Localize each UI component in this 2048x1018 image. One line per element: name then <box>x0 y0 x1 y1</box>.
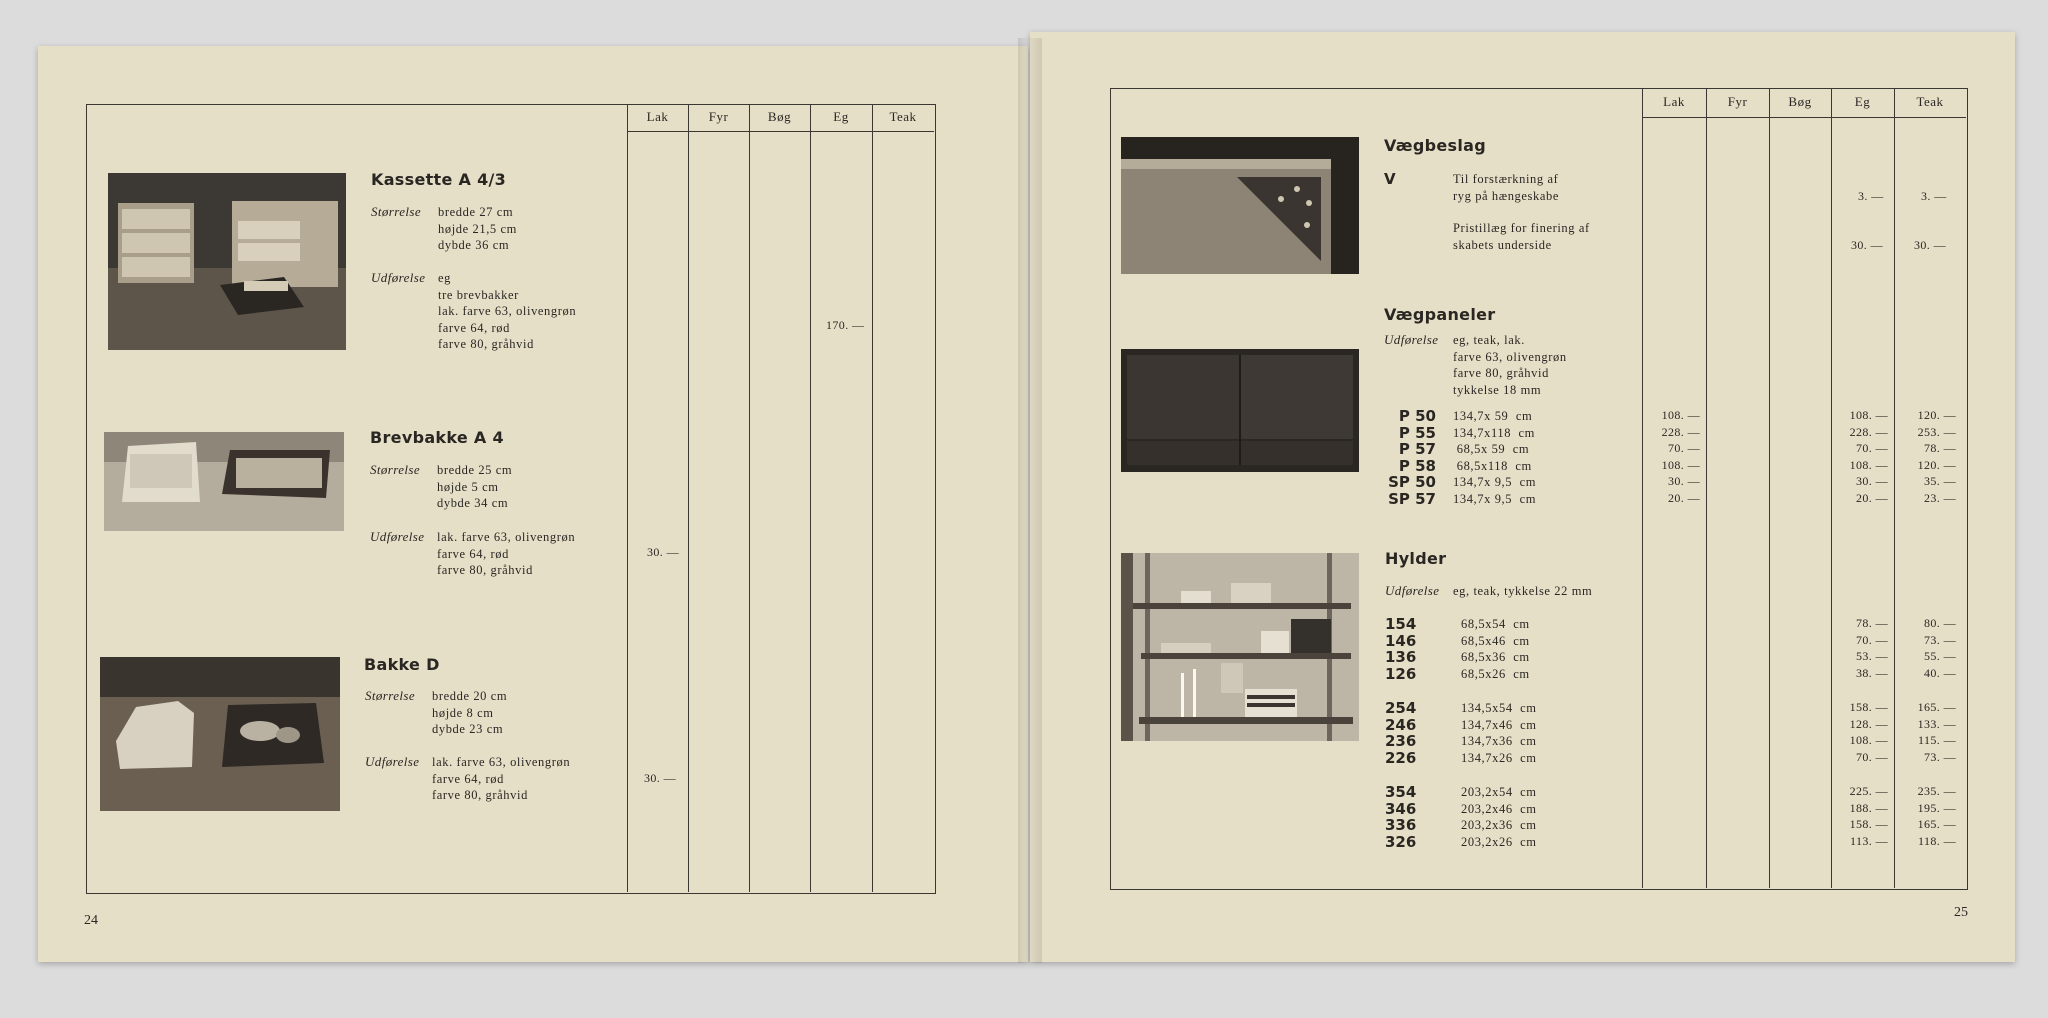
panel-size: 134,7x 9,5 cm <box>1453 491 1537 506</box>
vaegbeslag-price-1-eg: 3. — <box>1858 189 1884 203</box>
right-col-header-eg: Eg <box>1854 94 1871 109</box>
right-col-header-teak: Teak <box>1916 94 1944 109</box>
shelf-size: 203,2x36 cm <box>1461 818 1537 832</box>
desc-line: ryg på hængeskabe <box>1453 188 1560 203</box>
left-page-number: 24 <box>84 913 98 928</box>
finish-line: lak. farve 63, olivengrøn <box>438 304 577 318</box>
shelf-size: 68,5x26 cm <box>1461 666 1530 681</box>
left-col-divider <box>810 104 811 892</box>
shelf-code: 336 <box>1385 816 1417 834</box>
shelf-price-eg: 158. — <box>1849 817 1888 831</box>
panel-code: SP 50 <box>1388 473 1436 491</box>
panel-price-teak: 253. — <box>1917 424 1956 439</box>
bakke-d-photo <box>100 657 340 811</box>
vaegpaneler-finish-label: Udførelse <box>1384 332 1439 347</box>
panel-code: P 55 <box>1398 423 1436 442</box>
right-page-number: 25 <box>1954 905 1968 920</box>
panel-code: SP 57 <box>1388 489 1436 508</box>
panel-price-teak: 35. — <box>1924 474 1956 488</box>
shelf-size: 134,7x26 cm <box>1461 750 1537 765</box>
finish-line: farve 64, rød <box>438 320 511 335</box>
right-col-divider <box>1894 88 1895 888</box>
shelf-code: 226 <box>1385 748 1417 767</box>
kassette-photo <box>108 173 346 350</box>
desc-line: Pristillæg for finering af <box>1453 221 1590 235</box>
panel-price-lak: 30. — <box>1668 474 1700 488</box>
panel-price-teak: 120. — <box>1917 457 1956 472</box>
shelf-code: 346 <box>1385 799 1417 818</box>
right-header-rule <box>1642 117 1966 118</box>
shelf-code: 254 <box>1385 699 1417 717</box>
left-col-divider <box>627 104 628 892</box>
left-col-header-bog: Bøg <box>767 109 792 124</box>
panel-price-lak: 108. — <box>1661 408 1700 422</box>
kassette-size-label: Størrelse <box>371 204 422 219</box>
finish-line: farve 64, rød <box>432 771 505 786</box>
finish-line: farve 64, rød <box>437 546 510 561</box>
size-line: bredde 25 cm <box>437 463 513 477</box>
shelf-price-teak: 73. — <box>1924 632 1956 647</box>
right-col-divider <box>1642 88 1643 888</box>
size-line: dybde 34 cm <box>437 496 509 510</box>
hylder-title: Hylder <box>1385 549 1447 568</box>
bakke-d-size-label: Størrelse <box>365 688 416 703</box>
panel-code: P 50 <box>1398 407 1436 425</box>
brevbakke-size-lines <box>437 462 512 512</box>
panel-price-teak: 23. — <box>1924 490 1956 505</box>
shelf-price-teak: 165. — <box>1917 700 1956 714</box>
left-col-divider <box>749 104 750 892</box>
shelf-size: 203,2x46 cm <box>1461 801 1537 816</box>
shelf-size: 203,2x26 cm <box>1461 834 1537 849</box>
left-col-header-teak: Teak <box>889 109 917 124</box>
shelf-size: 68,5x46 cm <box>1461 633 1530 648</box>
panel-price-eg: 30. — <box>1856 474 1888 488</box>
panel-price-lak: 108. — <box>1661 457 1700 472</box>
right-col-header-bog: Bøg <box>1788 94 1812 109</box>
shelf-price-eg: 70. — <box>1856 749 1888 764</box>
left-col-divider <box>688 104 689 892</box>
panel-price-eg: 108. — <box>1849 457 1888 472</box>
right-col-divider <box>1831 88 1832 888</box>
finish-line: farve 80, gråhvid <box>437 563 533 577</box>
panel-price-eg: 70. — <box>1856 441 1888 455</box>
finish-line: tykkelse 18 mm <box>1453 382 1542 397</box>
panel-price-eg: 108. — <box>1849 408 1888 422</box>
shelf-price-eg: 70. — <box>1856 632 1888 647</box>
shelf-price-eg: 225. — <box>1849 784 1888 798</box>
brevbakke-size-label: Størrelse <box>370 462 421 477</box>
size-line: bredde 27 cm <box>438 205 514 219</box>
vaegbeslag-title: Vægbeslag <box>1384 136 1486 155</box>
shelf-price-eg: 158. — <box>1849 700 1888 714</box>
hylder-finish-text: eg, teak, tykkelse 22 mm <box>1453 584 1593 598</box>
bakke-d-finish-label: Udførelse <box>365 754 420 769</box>
hylder-finish-label: Udførelse <box>1385 583 1440 598</box>
shelf-price-eg: 108. — <box>1849 733 1888 747</box>
shelf-price-eg: 188. — <box>1849 800 1888 815</box>
shelf-price-teak: 235. — <box>1917 784 1956 798</box>
finish-line: eg, teak, lak. <box>1453 333 1525 347</box>
shelf-size: 203,2x54 cm <box>1461 785 1537 799</box>
kassette-finish-label: Udførelse <box>371 270 426 285</box>
panel-size: 134,7x 59 cm <box>1453 409 1533 423</box>
finish-line: lak. farve 63, olivengrøn <box>437 530 576 544</box>
left-header-rule <box>627 131 934 132</box>
panel-code: P 58 <box>1398 456 1436 475</box>
finish-line: eg <box>438 271 451 285</box>
left-col-header-fyr: Fyr <box>708 109 729 124</box>
panel-price-lak: 228. — <box>1661 424 1700 439</box>
shelf-price-teak: 80. — <box>1924 616 1956 630</box>
left-col-divider <box>872 104 873 892</box>
shelf-price-eg: 113. — <box>1850 833 1888 848</box>
bakke-d-size-lines <box>432 688 507 738</box>
left-col-header-eg: Eg <box>833 109 849 124</box>
shelf-price-teak: 40. — <box>1924 665 1956 680</box>
panel-size: 68,5x118 cm <box>1453 458 1532 473</box>
bakke-d-price-lak: 30. — <box>644 771 676 785</box>
vaegpaneler-photo <box>1121 349 1359 472</box>
panel-price-eg: 228. — <box>1849 424 1888 439</box>
desc-line: skabets underside <box>1453 237 1552 252</box>
brevbakke-finish-lines <box>437 529 575 579</box>
vaegbeslag-desc-1 <box>1453 171 1559 204</box>
shelf-price-teak: 115. — <box>1918 733 1956 747</box>
size-line: højde 21,5 cm <box>438 221 517 236</box>
brevbakke-title: Brevbakke A 4 <box>370 428 504 447</box>
finish-line: farve 80, gråhvid <box>432 788 528 802</box>
size-line: bredde 20 cm <box>432 689 508 703</box>
finish-line: farve 63, olivengrøn <box>1453 349 1567 364</box>
kassette-size-lines <box>438 204 517 254</box>
right-col-divider <box>1769 88 1770 888</box>
brevbakke-finish-label: Udførelse <box>370 529 425 544</box>
panel-size: 134,7x118 cm <box>1453 425 1535 440</box>
vaegpaneler-finish-lines <box>1453 332 1567 398</box>
bakke-d-title: Bakke D <box>364 655 440 674</box>
size-line: højde 5 cm <box>437 479 499 494</box>
shelf-code: 126 <box>1385 664 1417 683</box>
shelf-price-eg: 53. — <box>1856 649 1888 663</box>
panel-size: 134,7x 9,5 cm <box>1453 475 1537 489</box>
bakke-d-finish-lines <box>432 754 570 804</box>
panel-price-lak: 20. — <box>1668 490 1700 505</box>
right-col-divider <box>1706 88 1707 888</box>
kassette-finish-lines <box>438 270 576 353</box>
right-col-header-lak: Lak <box>1663 94 1685 109</box>
shelf-size: 68,5x36 cm <box>1461 650 1530 664</box>
shelf-price-teak: 195. — <box>1917 800 1956 815</box>
shelf-price-teak: 73. — <box>1924 749 1956 764</box>
size-line: dybde 36 cm <box>438 238 510 252</box>
shelf-price-eg: 128. — <box>1849 716 1888 731</box>
desc-line: Til forstærkning af <box>1453 172 1559 186</box>
vaegbeslag-photo <box>1121 137 1359 274</box>
left-col-header-lak: Lak <box>646 109 669 124</box>
panel-price-eg: 20. — <box>1856 490 1888 505</box>
shelf-size: 134,7x46 cm <box>1461 717 1537 732</box>
shelf-code: 236 <box>1385 732 1417 750</box>
shelf-size: 68,5x54 cm <box>1461 617 1530 631</box>
panel-size: 68,5x 59 cm <box>1453 442 1530 456</box>
panel-code: P 57 <box>1398 440 1436 458</box>
vaegpaneler-title: Vægpaneler <box>1384 305 1496 324</box>
shelf-code: 154 <box>1385 615 1417 633</box>
vaegbeslag-code: V <box>1384 170 1396 188</box>
finish-line: farve 80, gråhvid <box>438 337 534 351</box>
shelf-code: 146 <box>1385 631 1417 650</box>
vaegbeslag-price-2-teak: 30. — <box>1914 238 1946 252</box>
panel-price-lak: 70. — <box>1668 441 1700 455</box>
shelf-size: 134,7x36 cm <box>1461 734 1537 748</box>
vaegbeslag-desc-2 <box>1453 220 1590 253</box>
size-line: dybde 23 cm <box>432 722 504 736</box>
right-col-header-fyr: Fyr <box>1727 94 1748 109</box>
panel-price-teak: 78. — <box>1924 441 1956 455</box>
finish-line: tre brevbakker <box>438 287 519 302</box>
finish-line: farve 80, gråhvid <box>1453 366 1549 380</box>
panel-price-teak: 120. — <box>1917 408 1956 422</box>
shelf-price-eg: 38. — <box>1856 665 1888 680</box>
shelf-code: 246 <box>1385 715 1417 734</box>
shelf-price-teak: 165. — <box>1917 817 1956 831</box>
shelf-code: 326 <box>1385 832 1417 851</box>
kassette-price-eg: 170. — <box>826 318 865 332</box>
size-line: højde 8 cm <box>432 705 494 720</box>
vaegbeslag-price-2-eg: 30. — <box>1851 238 1883 252</box>
shelf-price-teak: 55. — <box>1924 649 1956 663</box>
shelf-price-teak: 133. — <box>1917 716 1956 731</box>
finish-line: lak. farve 63, olivengrøn <box>432 755 571 769</box>
vaegbeslag-price-1-teak: 3. — <box>1921 189 1947 203</box>
shelf-price-teak: 118. — <box>1918 833 1956 848</box>
shelf-size: 134,5x54 cm <box>1461 701 1537 715</box>
shelf-code: 136 <box>1385 648 1417 666</box>
brevbakke-photo <box>104 432 344 531</box>
shelf-code: 354 <box>1385 783 1417 801</box>
book-gutter <box>1018 38 1042 963</box>
shelf-price-eg: 78. — <box>1856 616 1888 630</box>
kassette-title: Kassette A 4/3 <box>371 170 507 189</box>
brevbakke-price-lak: 30. — <box>647 545 679 559</box>
hylder-photo <box>1121 553 1359 741</box>
